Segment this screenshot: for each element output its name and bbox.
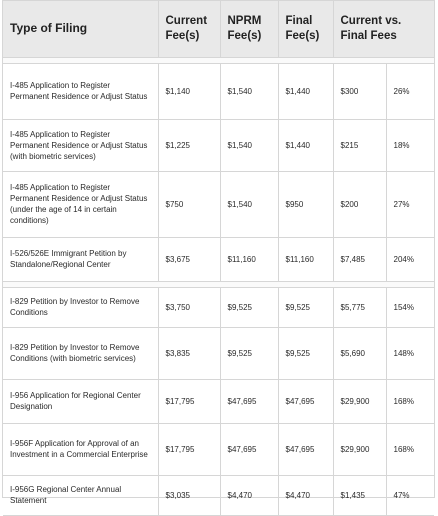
filing-type-cell: I-956F Application for Approval of an Investment in a Commercial Enterprise [3, 423, 158, 475]
fee-table-container [2, 0, 435, 505]
header-type-of-filing: Type of Filing [3, 1, 158, 57]
table-row [3, 119, 434, 171]
final-fee-cell: $47,695 [278, 379, 333, 423]
final-fee-cell: $11,160 [278, 237, 333, 281]
filing-type-cell: I-829 Petition by Investor to Remove Conditions [3, 287, 158, 327]
difference-cell: $1,435 [333, 475, 386, 515]
table-row [3, 379, 434, 423]
current-fee-cell: $1,225 [158, 119, 220, 171]
percent-change-cell: 148% [386, 327, 434, 379]
nprm-fee-cell: $47,695 [220, 423, 278, 475]
header-nprm-fees: NPRM Fee(s) [220, 1, 278, 57]
percent-change-cell: 27% [386, 171, 434, 237]
nprm-fee-cell: $1,540 [220, 171, 278, 237]
nprm-fee-cell: $4,470 [220, 475, 278, 515]
current-fee-cell: $17,795 [158, 423, 220, 475]
final-fee-cell: $1,440 [278, 119, 333, 171]
nprm-fee-cell: $9,525 [220, 287, 278, 327]
percent-change-cell: 18% [386, 119, 434, 171]
table-row [3, 475, 434, 515]
difference-cell: $300 [333, 63, 386, 119]
final-fee-cell: $9,525 [278, 327, 333, 379]
filing-type-cell: I-956 Application for Regional Center Designation [3, 379, 158, 423]
difference-cell: $29,900 [333, 379, 386, 423]
nprm-fee-cell: $9,525 [220, 327, 278, 379]
difference-cell: $215 [333, 119, 386, 171]
percent-change-cell: 168% [386, 379, 434, 423]
filing-type-cell: I-485 Application to Register Permanent Residence or Adjust Status (with biometric services) [3, 119, 158, 171]
header-current-fees: Current Fee(s) [158, 1, 220, 57]
difference-cell: $200 [333, 171, 386, 237]
current-fee-cell: $1,140 [158, 63, 220, 119]
nprm-fee-cell: $47,695 [220, 379, 278, 423]
fee-comparison-table [3, 1, 434, 516]
percent-change-cell: 26% [386, 63, 434, 119]
filing-type-cell: I-956G Regional Center Annual Statement [3, 475, 158, 515]
percent-change-cell: 47% [386, 475, 434, 515]
table-row [3, 171, 434, 237]
difference-cell: $5,775 [333, 287, 386, 327]
current-fee-cell: $3,035 [158, 475, 220, 515]
current-fee-cell: $750 [158, 171, 220, 237]
final-fee-cell: $1,440 [278, 63, 333, 119]
percent-change-cell: 204% [386, 237, 434, 281]
table-row [3, 287, 434, 327]
current-fee-cell: $17,795 [158, 379, 220, 423]
final-fee-cell: $950 [278, 171, 333, 237]
final-fee-cell: $47,695 [278, 423, 333, 475]
final-fee-cell: $4,470 [278, 475, 333, 515]
percent-change-cell: 168% [386, 423, 434, 475]
header-final-fees: Final Fee(s) [278, 1, 333, 57]
final-fee-cell: $9,525 [278, 287, 333, 327]
filing-type-cell: I-485 Application to Register Permanent Residence or Adjust Status (under the age of 14 in certain conditions) [3, 171, 158, 237]
table-row [3, 423, 434, 475]
current-fee-cell: $3,675 [158, 237, 220, 281]
current-fee-cell: $3,750 [158, 287, 220, 327]
table-row [3, 237, 434, 281]
table-header-row [3, 1, 434, 57]
filing-type-cell: I-485 Application to Register Permanent Residence or Adjust Status [3, 63, 158, 119]
current-fee-cell: $3,835 [158, 327, 220, 379]
nprm-fee-cell: $1,540 [220, 119, 278, 171]
table-row [3, 327, 434, 379]
percent-change-cell: 154% [386, 287, 434, 327]
header-current-vs-final-fees: Current vs. Final Fees [333, 1, 434, 57]
nprm-fee-cell: $1,540 [220, 63, 278, 119]
table-row [3, 63, 434, 119]
difference-cell: $29,900 [333, 423, 386, 475]
difference-cell: $5,690 [333, 327, 386, 379]
filing-type-cell: I-829 Petition by Investor to Remove Conditions (with biometric services) [3, 327, 158, 379]
nprm-fee-cell: $11,160 [220, 237, 278, 281]
difference-cell: $7,485 [333, 237, 386, 281]
filing-type-cell: I-526/526E Immigrant Petition by Standalone/Regional Center [3, 237, 158, 281]
